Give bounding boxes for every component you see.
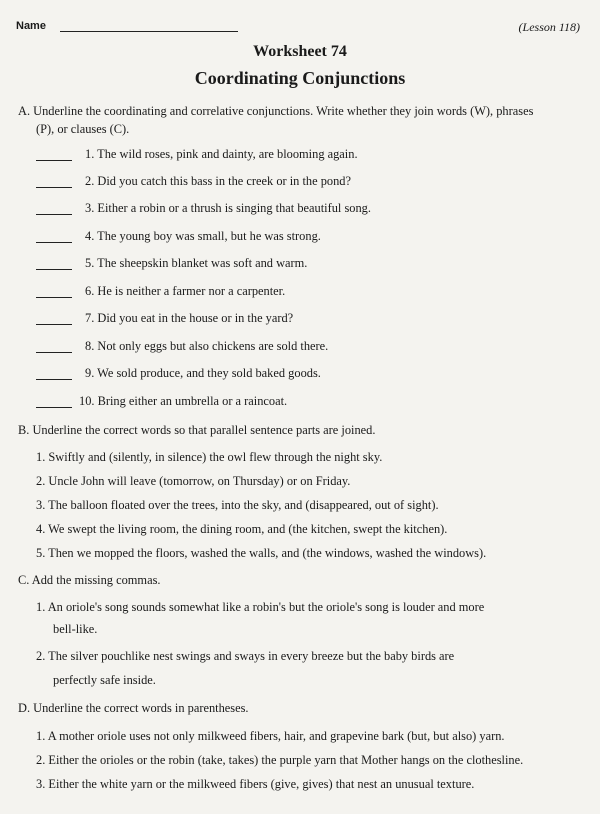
section-d-heading: D. Underline the correct words in parentheses. (18, 701, 249, 715)
worksheet-title: Worksheet 74 (253, 43, 347, 60)
section-a-item: 7. Did you eat in the house or in the yard? (85, 311, 294, 325)
section-a-item: 10. Bring either an umbrella or a raincoat. (79, 394, 288, 408)
section-d-item: 1. A mother oriole uses not only milkweed fibers, hair, and grapevine bark (but, but also) yarn. (36, 729, 505, 743)
section-d-item: 3. Either the white yarn or the milkweed fibers (give, gives) that nest an unusual texture. (36, 777, 475, 791)
section-a-item: 2. Did you catch this bass in the creek or in the pond? (85, 174, 351, 188)
section-a-instructions-line2: (P), or clauses (C). (36, 122, 130, 136)
section-a-instructions-line1: A. Underline the coordinating and correlative conjunctions. Write whether they join words (W), phrases (18, 104, 534, 118)
section-a-item: 1. The wild roses, pink and dainty, are blooming again. (85, 147, 358, 161)
section-c-item1-line2: bell-like. (53, 622, 98, 636)
worksheet-header (16, 18, 580, 34)
section-b-item: 2. Uncle John will leave (tomorrow, on Thursday) or on Friday. (36, 474, 351, 488)
section-a-item: 8. Not only eggs but also chickens are sold there. (85, 339, 329, 353)
section-b-item: 1. Swiftly and (silently, in silence) the owl flew through the night sky. (36, 450, 383, 464)
section-a-item: 6. He is neither a farmer nor a carpenter. (85, 284, 286, 298)
worksheet-subtitle: Coordinating Conjunctions (194, 68, 406, 88)
answer-blank[interactable] (36, 269, 72, 270)
section-b-item: 3. The balloon floated over the trees, into the sky, and (disappeared, out of sight). (36, 498, 439, 512)
section-c-heading: C. Add the missing commas. (18, 573, 161, 587)
section-c-item2-line2: perfectly safe inside. (53, 673, 156, 687)
section-b-heading: B. Underline the correct words so that parallel sentence parts are joined. (18, 423, 376, 437)
section-a-item: 9. We sold produce, and they sold baked goods. (85, 366, 321, 380)
answer-blank[interactable] (36, 379, 72, 380)
answer-blank[interactable] (36, 407, 72, 408)
answer-blank[interactable] (36, 160, 72, 161)
section-a-item: 5. The sheepskin blanket was soft and warm. (85, 256, 308, 270)
section-b-item: 5. Then we mopped the floors, washed the walls, and (the windows, washed the windows). (36, 546, 487, 560)
section-c-item2-line1: 2. The silver pouchlike nest swings and sways in every breeze but the baby birds are (36, 649, 455, 663)
section-a-item: 4. The young boy was small, but he was strong. (85, 229, 321, 243)
answer-blank[interactable] (36, 187, 72, 188)
section-a-item: 3. Either a robin or a thrush is singing that beautiful song. (85, 201, 371, 215)
lesson-number: (Lesson 118) (518, 20, 580, 34)
section-d-item: 2. Either the orioles or the robin (take, takes) the purple yarn that Mother hangs on the clothesline. (36, 753, 524, 767)
answer-blank[interactable] (36, 242, 72, 243)
name-blank-line[interactable] (60, 31, 238, 32)
answer-blank[interactable] (36, 214, 72, 215)
answer-blank[interactable] (36, 352, 72, 353)
section-c-item1-line1: 1. An oriole's song sounds somewhat like a robin's but the oriole's song is louder and more (36, 600, 485, 614)
section-b-item: 4. We swept the living room, the dining room, and (the kitchen, swept the kitchen). (36, 522, 448, 536)
answer-blank[interactable] (36, 297, 72, 298)
name-label: Name (16, 20, 46, 32)
answer-blank[interactable] (36, 324, 72, 325)
